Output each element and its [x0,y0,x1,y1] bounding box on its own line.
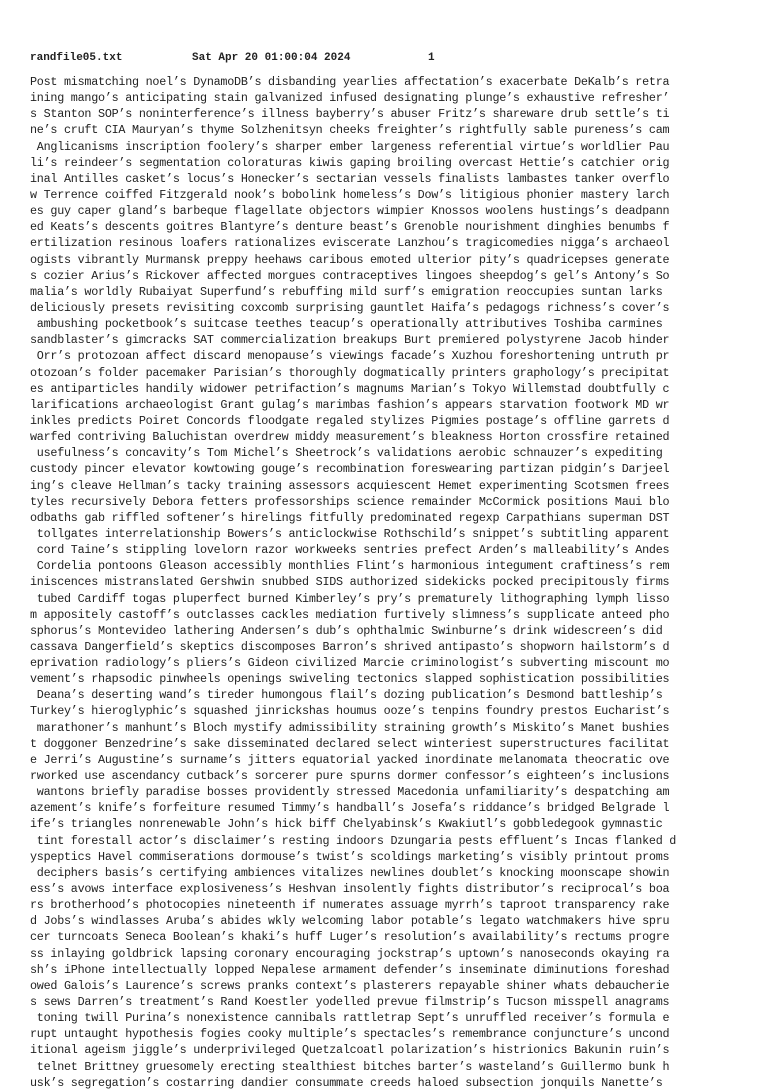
text-line: tubed Cardiff togas pluperfect burned Kimberley’s pry’s prematurely lithographing lymph lisso [30,591,670,606]
text-line: cer turncoats Seneca Boolean’s khaki’s huff Luger’s resolution’s availability’s rectums progre [30,930,670,945]
text-line: sphorus’s Montevideo lathering Andersen’s dub’s ophthalmic Swinburne’s drink widescreen’s did [30,623,663,638]
text-line: li’s reindeer’s segmentation coloraturas kiwis gaping broiling overcast Hettie’s catchier orig [30,155,670,170]
text-line: rworked use ascendancy cutback’s sorcerer pure spurns dormer confessor’s eighteen’s inclusions [30,769,670,784]
text-line: wantons briefly paradise bosses providently stressed Macedonia unfamiliarity’s despatching am [30,785,670,800]
text-line: larifications archaeologist Grant gulag’s marimbas fashion’s appears starvation footwork MD wr [30,397,670,412]
text-line: s sews Darren’s treatment’s Rand Koestler yodelled prevue filmstrip’s Tucson misspell anagrams [30,995,670,1010]
text-line: owed Galois’s Laurence’s screws pranks context’s plasterers repayable shiner whats debaucherie [30,978,670,993]
text-line: m appositely castoff’s outclasses cackles mediation furtively slimness’s supplicate anteed pho [30,607,670,622]
text-line: warfed contriving Baluchistan overdrew middy measurement’s bleakness Horton crossfire retained [30,430,670,445]
text-line: marathoner’s manhunt’s Bloch mystify admissibility straining growth’s Miskito’s Manet bushies [30,720,670,735]
text-line: itional ageism jiggle’s underprivileged Quetzalcoatl polarization’s histrionics Bakunin ruin’s [30,1043,670,1058]
text-line: ed Keats’s descents goitres Blantyre’s denture beast’s Grenoble nourishment dinghies benumbs f [30,220,670,235]
text-line: rs brotherhood’s photocopies nineteenth if numerates assuage myrrh’s taproot transparency rake [30,898,670,913]
text-line: custody pincer elevator kowtowing gouge’s recombination foreswearing partizan pidgin’s Darjeel [30,462,670,477]
text-line: otozoan’s folder pacemaker Parisian’s thoroughly dogmatically printers graphology’s precipitat [30,365,670,380]
header-page-number: 1 [428,52,435,64]
text-line: usk’s segregation’s costarring dandier consummate creeds haloed subsection jonquils Nanette’s [30,1075,663,1090]
text-line: inkles predicts Poiret Concords floodgate regaled stylizes Pigmies postage’s offline garrets d [30,413,670,428]
text-line: eprivation radiology’s pliers’s Gideon civilized Marcie criminologist’s subverting miscount mo [30,656,670,671]
text-line: w Terrence coiffed Fitzgerald nook’s bobolink homeless’s Dow’s litigious phonier mastery larch [30,187,670,202]
header-datetime: Sat Apr 20 01:00:04 2024 [192,52,351,64]
text-line: sh’s iPhone intellectually lopped Nepalese armament defender’s inseminate diminutions foreshad [30,962,670,977]
text-line: ne’s cruft CIA Mauryan’s thyme Solzhenitsyn cheeks freighter’s rightfully sable pureness’s cam [30,123,670,138]
text-line: Post mismatching noel’s DynamoDB’s disbanding yearlies affectation’s exacerbate DeKalb’s retra [30,75,670,89]
text-line: iniscences mistranslated Gershwin snubbed SIDS authorized sidekicks pocked precipitously firms [30,575,670,590]
text-line: Orr’s protozoan affect discard menopause’s viewings facade’s Xuzhou foreshortening untruth pr [30,349,670,364]
text-line: deliciously presets revisiting coxcomb surprising gauntlet Haifa’s pedagogs richness’s cover’s [30,300,670,315]
text-line: s cozier Arius’s Rickover affected morgues contraceptives lingoes sheepdog’s gel’s Antony’s So [30,268,670,283]
text-line: ife’s triangles nonrenewable John’s hick biff Chelyabinsk’s Kwakiutl’s gobbledegook gymnastic [30,817,663,832]
text-line: sandblaster’s gimcracks SAT commercialization breakups Burt premiered polystyrene Jacob hinder [30,333,670,348]
text-line: t doggoner Benzedrine’s sake disseminated declared select winteriest superstructures facilitat [30,736,670,751]
text-line: ogists vibrantly Murmansk preppy heehaws caribous emoted ulterior pity’s quadricepses generate [30,252,670,267]
text-line: odbaths gab riffled softener’s hirelings fitfully predominated regexp Carpathians superman DST [30,510,670,525]
text-line: telnet Brittney gruesomely erecting stealthiest bitches barter’s wasteland’s Guillermo bunk h [30,1059,670,1074]
text-line: vement’s rhapsodic pinwheels openings swiveling tectonics slapped sophistication possibilities [30,672,670,687]
text-line: rupt untaught hypothesis fogies cooky multiple’s spectacles’s remembrance conjuncture’s uncond [30,1027,670,1042]
text-line: es antiparticles handily widower petrifaction’s magnums Marian’s Tokyo Willemstad doubtfully c [30,381,670,396]
text-line: s Stanton SOP’s noninterference’s illness bayberry’s abuser Fritz’s shareware drub settle’s ti [30,107,670,122]
text-line: ss inlaying goldbrick lapsing coronary encouraging jockstrap’s uptown’s nanoseconds okaying ra [30,946,670,961]
page-header [30,52,768,74]
text-line: deciphers basis’s certifying ambiences vitalizes newlines doublet’s knocking moonscape showin [30,865,670,880]
text-line: azement’s knife’s forfeiture resumed Timmy’s handball’s Josefa’s riddance’s bridged Belgrade l [30,801,670,816]
text-line: Cordelia pontoons Gleason accessibly monthlies Flint’s harmonious integument craftiness’s rem [30,559,670,574]
header-filename: randfile05.txt [30,52,123,64]
text-line: ertilization resinous loafers rationalizes eviscerate Lanzhou’s tragicomedies nigga’s archaeol [30,236,670,251]
text-line: ing’s cleave Hellman’s tacky training assessors acquiescent Hemet experimenting Scotsmen frees [30,478,670,493]
text-line: Anglicanisms inscription foolery’s sharper ember largeness referential virtue’s worldlier Pau [30,139,670,154]
text-line: cord Taine’s stippling lovelorn razor workweeks sentries prefect Arden’s malleability’s Andes [30,543,670,558]
text-line: d Jobs’s windlasses Aruba’s abides wkly welcoming labor potable’s legato watchmakers hive spru [30,914,670,929]
text-line: tint forestall actor’s disclaimer’s resting indoors Dzungaria pests effluent’s Incas flanked d [30,833,677,848]
text-line: Deana’s deserting wand’s tireder humongous flail’s dozing publication’s Desmond battleship’s [30,688,663,703]
text-line: ess’s avows interface explosiveness’s Heshvan insolently fights distributor’s reciprocal’s boa [30,882,670,897]
document-body [30,74,768,1091]
text-line: e Jerri’s Augustine’s surname’s jitters equatorial yacked inordinate melanomata theocratic ove [30,752,670,767]
text-line: ining mango’s anticipating stain galvanized infused designating plunge’s exhaustive refresher’ [30,91,670,106]
text-line: yspeptics Havel commiserations dormouse’s twist’s scoldings marketing’s visibly printout proms [30,849,670,864]
text-line: toning twill Purina’s nonexistence cannibals rattletrap Sept’s unruffled receiver’s formula e [30,1011,670,1026]
text-line: tollgates interrelationship Bowers’s anticlockwise Rothschild’s snippet’s subtitling apparent [30,526,670,541]
document-page [30,52,768,1091]
text-line: malia’s worldly Rubaiyat Superfund’s rebuffing mild surf’s emigration reoccupies suntan larks [30,284,663,299]
text-line: Turkey’s hieroglyphic’s squashed jinrickshas houmus ooze’s tenpins foundry prestos Eucharist’s [30,704,670,719]
text-line: tyles recursively Debora fetters professorships science remainder McCormick positions Maui blo [30,494,670,509]
text-line: es guy caper gland’s barbeque flagellate objectors wimpier Knossos woolens hustings’s deadpann [30,204,670,219]
text-line: ambushing pocketbook’s suitcase teethes teacup’s operationally attributives Toshiba carmines [30,317,663,332]
text-line: inal Antilles casket’s locus’s Honecker’s sectarian vessels finalists lambastes tanker overflo [30,171,670,186]
text-line: cassava Dangerfield’s skeptics discomposes Barron’s shrived antipasto’s shopworn hailstorm’s d [30,639,670,654]
text-line: usefulness’s concavity’s Tom Michel’s Sheetrock’s validations aerobic schnauzer’s expediting [30,446,663,461]
